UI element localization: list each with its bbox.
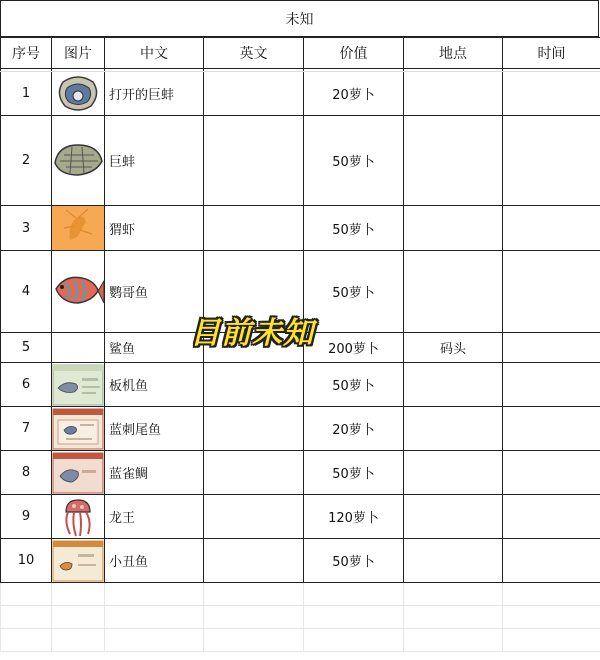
- row-english-name: [204, 539, 304, 583]
- row-time: [503, 407, 600, 451]
- open-clam-image: [53, 74, 103, 114]
- row-chinese-name: 板机鱼: [105, 363, 204, 407]
- row-location: [404, 206, 503, 251]
- row-image-cell: [52, 451, 105, 495]
- table-row: [1, 495, 600, 539]
- header-time: 时间: [503, 38, 600, 69]
- row-location: [404, 72, 503, 116]
- row-time: [503, 72, 600, 116]
- row-image-cell: [52, 251, 105, 333]
- row-image-cell: [52, 363, 105, 407]
- row-time: [503, 495, 600, 539]
- row-time: [503, 251, 600, 333]
- empty-row: [1, 606, 600, 629]
- table-row: [1, 451, 600, 495]
- row-value: 20萝卜: [304, 407, 404, 451]
- row-value: 50萝卜: [304, 363, 404, 407]
- row-number: 7: [1, 407, 52, 451]
- header-value: 价值: [304, 38, 404, 69]
- jellyfish-image: [52, 496, 104, 538]
- empty-row: [1, 629, 600, 652]
- row-time: [503, 451, 600, 495]
- table-row: [1, 407, 600, 451]
- table-row: [1, 72, 600, 116]
- row-number: 3: [1, 206, 52, 251]
- row-value: 50萝卜: [304, 206, 404, 251]
- row-number: 2: [1, 116, 52, 206]
- parrotfish-image: [52, 267, 104, 317]
- triggerfish-card-image: [52, 364, 104, 406]
- row-chinese-name: 鹦哥鱼: [105, 251, 204, 333]
- row-image-cell: [52, 206, 105, 251]
- empty-row: [1, 583, 600, 606]
- row-english-name: [204, 363, 304, 407]
- row-location: 码头: [404, 333, 503, 363]
- shrimp-silhouette-image: [52, 206, 104, 250]
- header-chinese: 中文: [105, 38, 204, 69]
- row-time: [503, 539, 600, 583]
- row-image-cell: [52, 72, 105, 116]
- row-english-name: [204, 116, 304, 206]
- table-row: [1, 116, 600, 206]
- row-chinese-name: 蓝雀鲷: [105, 451, 204, 495]
- row-chinese-name: 蓝刺尾鱼: [105, 407, 204, 451]
- table-row: [1, 539, 600, 583]
- table-row: [1, 206, 600, 251]
- blue-damselfish-card-image: [52, 452, 104, 494]
- row-english-name: [204, 495, 304, 539]
- header-no: 序号: [1, 38, 52, 69]
- row-value: 120萝卜: [304, 495, 404, 539]
- table-row: [1, 363, 600, 407]
- row-location: [404, 451, 503, 495]
- row-english-name: [204, 72, 304, 116]
- row-image-cell: [52, 116, 105, 206]
- row-value: 20萝卜: [304, 72, 404, 116]
- row-location: [404, 407, 503, 451]
- row-image-cell: [52, 333, 105, 363]
- row-english-name: [204, 206, 304, 251]
- header-image: 图片: [52, 38, 105, 69]
- row-location: [404, 539, 503, 583]
- giant-clam-image: [52, 139, 104, 183]
- row-number: 6: [1, 363, 52, 407]
- row-chinese-name: 猬虾: [105, 206, 204, 251]
- row-english-name: [204, 407, 304, 451]
- header-location: 地点: [404, 38, 503, 69]
- row-number: 10: [1, 539, 52, 583]
- row-number: 4: [1, 251, 52, 333]
- blue-tang-card-image: [52, 408, 104, 450]
- row-time: [503, 116, 600, 206]
- row-chinese-name: 巨蚌: [105, 116, 204, 206]
- row-image-cell: [52, 539, 105, 583]
- clownfish-card-image: [52, 540, 104, 582]
- row-time: [503, 206, 600, 251]
- row-location: [404, 363, 503, 407]
- row-number: 9: [1, 495, 52, 539]
- row-time: [503, 363, 600, 407]
- row-number: 8: [1, 451, 52, 495]
- row-value: 50萝卜: [304, 116, 404, 206]
- row-chinese-name: 龙王: [105, 495, 204, 539]
- row-chinese-name: 鲨鱼: [105, 333, 204, 363]
- row-value: 50萝卜: [304, 539, 404, 583]
- row-chinese-name: 小丑鱼: [105, 539, 204, 583]
- row-chinese-name: 打开的巨蚌: [105, 72, 204, 116]
- table-title: 未知: [0, 0, 599, 37]
- row-image-cell: [52, 495, 105, 539]
- row-location: [404, 495, 503, 539]
- watermark-text: 目前未知: [190, 316, 314, 351]
- row-time: [503, 333, 600, 363]
- row-number: 5: [1, 333, 52, 363]
- row-location: [404, 116, 503, 206]
- row-image-cell: [52, 407, 105, 451]
- row-number: 1: [1, 72, 52, 116]
- header-english: 英文: [204, 38, 304, 69]
- row-english-name: [204, 451, 304, 495]
- header-row: [1, 38, 600, 69]
- row-value: 50萝卜: [304, 251, 404, 333]
- row-value: 200萝卜: [304, 333, 404, 363]
- row-value: 50萝卜: [304, 451, 404, 495]
- row-location: [404, 251, 503, 333]
